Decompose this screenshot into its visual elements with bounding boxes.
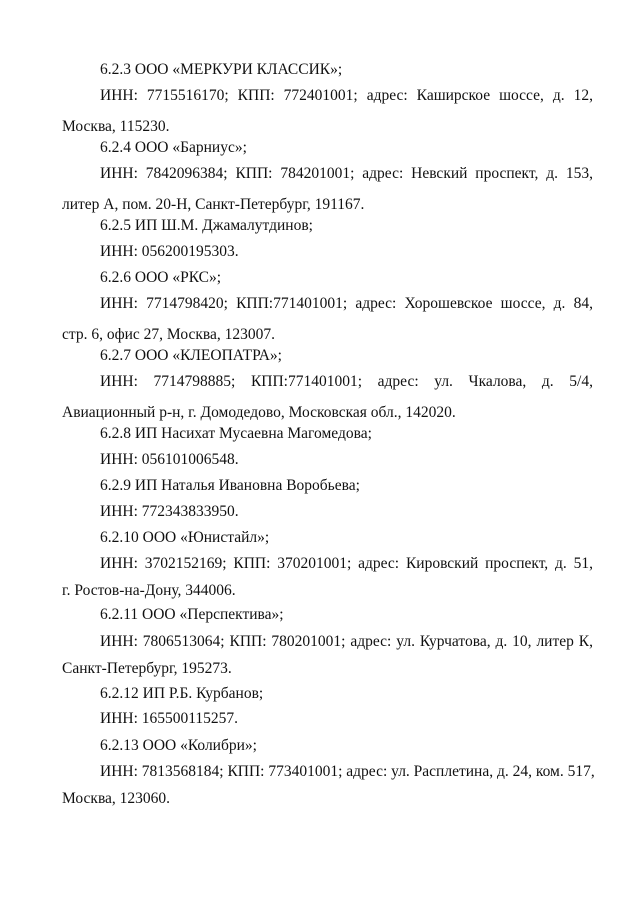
entry-details-line: Москва, 115230. xyxy=(62,118,170,135)
entry-details-line: ИНН: 7813568184; КПП: 773401001; адрес: ул. Расплетина, д. 24, ком. 517, xyxy=(100,763,595,780)
entry-details-line: ИНН: 3702152169; КПП: 370201001; адрес: Кировский проспект, д. 51, xyxy=(100,555,593,572)
entry-details-line: ИНН: 772343833950. xyxy=(100,503,239,520)
entry-heading: 6.2.6 ООО «РКС»; xyxy=(100,269,222,286)
entry-heading: 6.2.4 ООО «Барниус»; xyxy=(100,139,247,156)
entry-details-line: Авиационный р-н, г. Домодедово, Московская обл., 142020. xyxy=(62,404,456,421)
entry-heading: 6.2.9 ИП Наталья Ивановна Воробьева; xyxy=(100,477,360,494)
entry-heading: 6.2.7 ООО «КЛЕОПАТРА»; xyxy=(100,347,282,364)
entry-heading: 6.2.8 ИП Насихат Мусаевна Магомедова; xyxy=(100,425,372,442)
entry-details-line: ИНН: 7714798885; КПП:771401001; адрес: ул. Чкалова, д. 5/4, xyxy=(100,373,593,390)
entry-details-line: ИНН: 7842096384; КПП: 784201001; адрес: Невский проспект, д. 153, xyxy=(100,165,593,182)
entry-details-line: литер А, пом. 20-Н, Санкт-Петербург, 191167. xyxy=(62,196,365,213)
entry-heading: 6.2.5 ИП Ш.М. Джамалутдинов; xyxy=(100,217,313,234)
entry-heading: 6.2.3 ООО «МЕРКУРИ КЛАССИК»; xyxy=(100,61,343,78)
entry-details-line: ИНН: 056200195303. xyxy=(100,243,239,260)
entry-details-line: Санкт-Петербург, 195273. xyxy=(62,660,232,677)
entry-details-line: Москва, 123060. xyxy=(62,790,171,807)
entry-details-line: ИНН: 7714798420; КПП:771401001; адрес: Хорошевское шоссе, д. 84, xyxy=(100,295,593,312)
entry-heading: 6.2.13 ООО «Колибри»; xyxy=(100,737,257,754)
entry-details-line: ИНН: 056101006548. xyxy=(100,451,239,468)
entry-details-line: ИНН: 7806513064; КПП: 780201001; адрес: ул. Курчатова, д. 10, литер К, xyxy=(100,633,593,650)
entry-details-line: ИНН: 165500115257. xyxy=(100,710,239,727)
entry-heading: 6.2.12 ИП Р.Б. Курбанов; xyxy=(100,685,264,702)
entry-details-line: ИНН: 7715516170; КПП: 772401001; адрес: Каширское шоссе, д. 12, xyxy=(100,87,593,104)
entry-details-line: стр. 6, офис 27, Москва, 123007. xyxy=(62,326,275,343)
entry-heading: 6.2.11 ООО «Перспектива»; xyxy=(100,606,284,623)
entry-details-line: г. Ростов-на-Дону, 344006. xyxy=(62,582,236,599)
entry-heading: 6.2.10 ООО «Юнистайл»; xyxy=(100,529,270,546)
